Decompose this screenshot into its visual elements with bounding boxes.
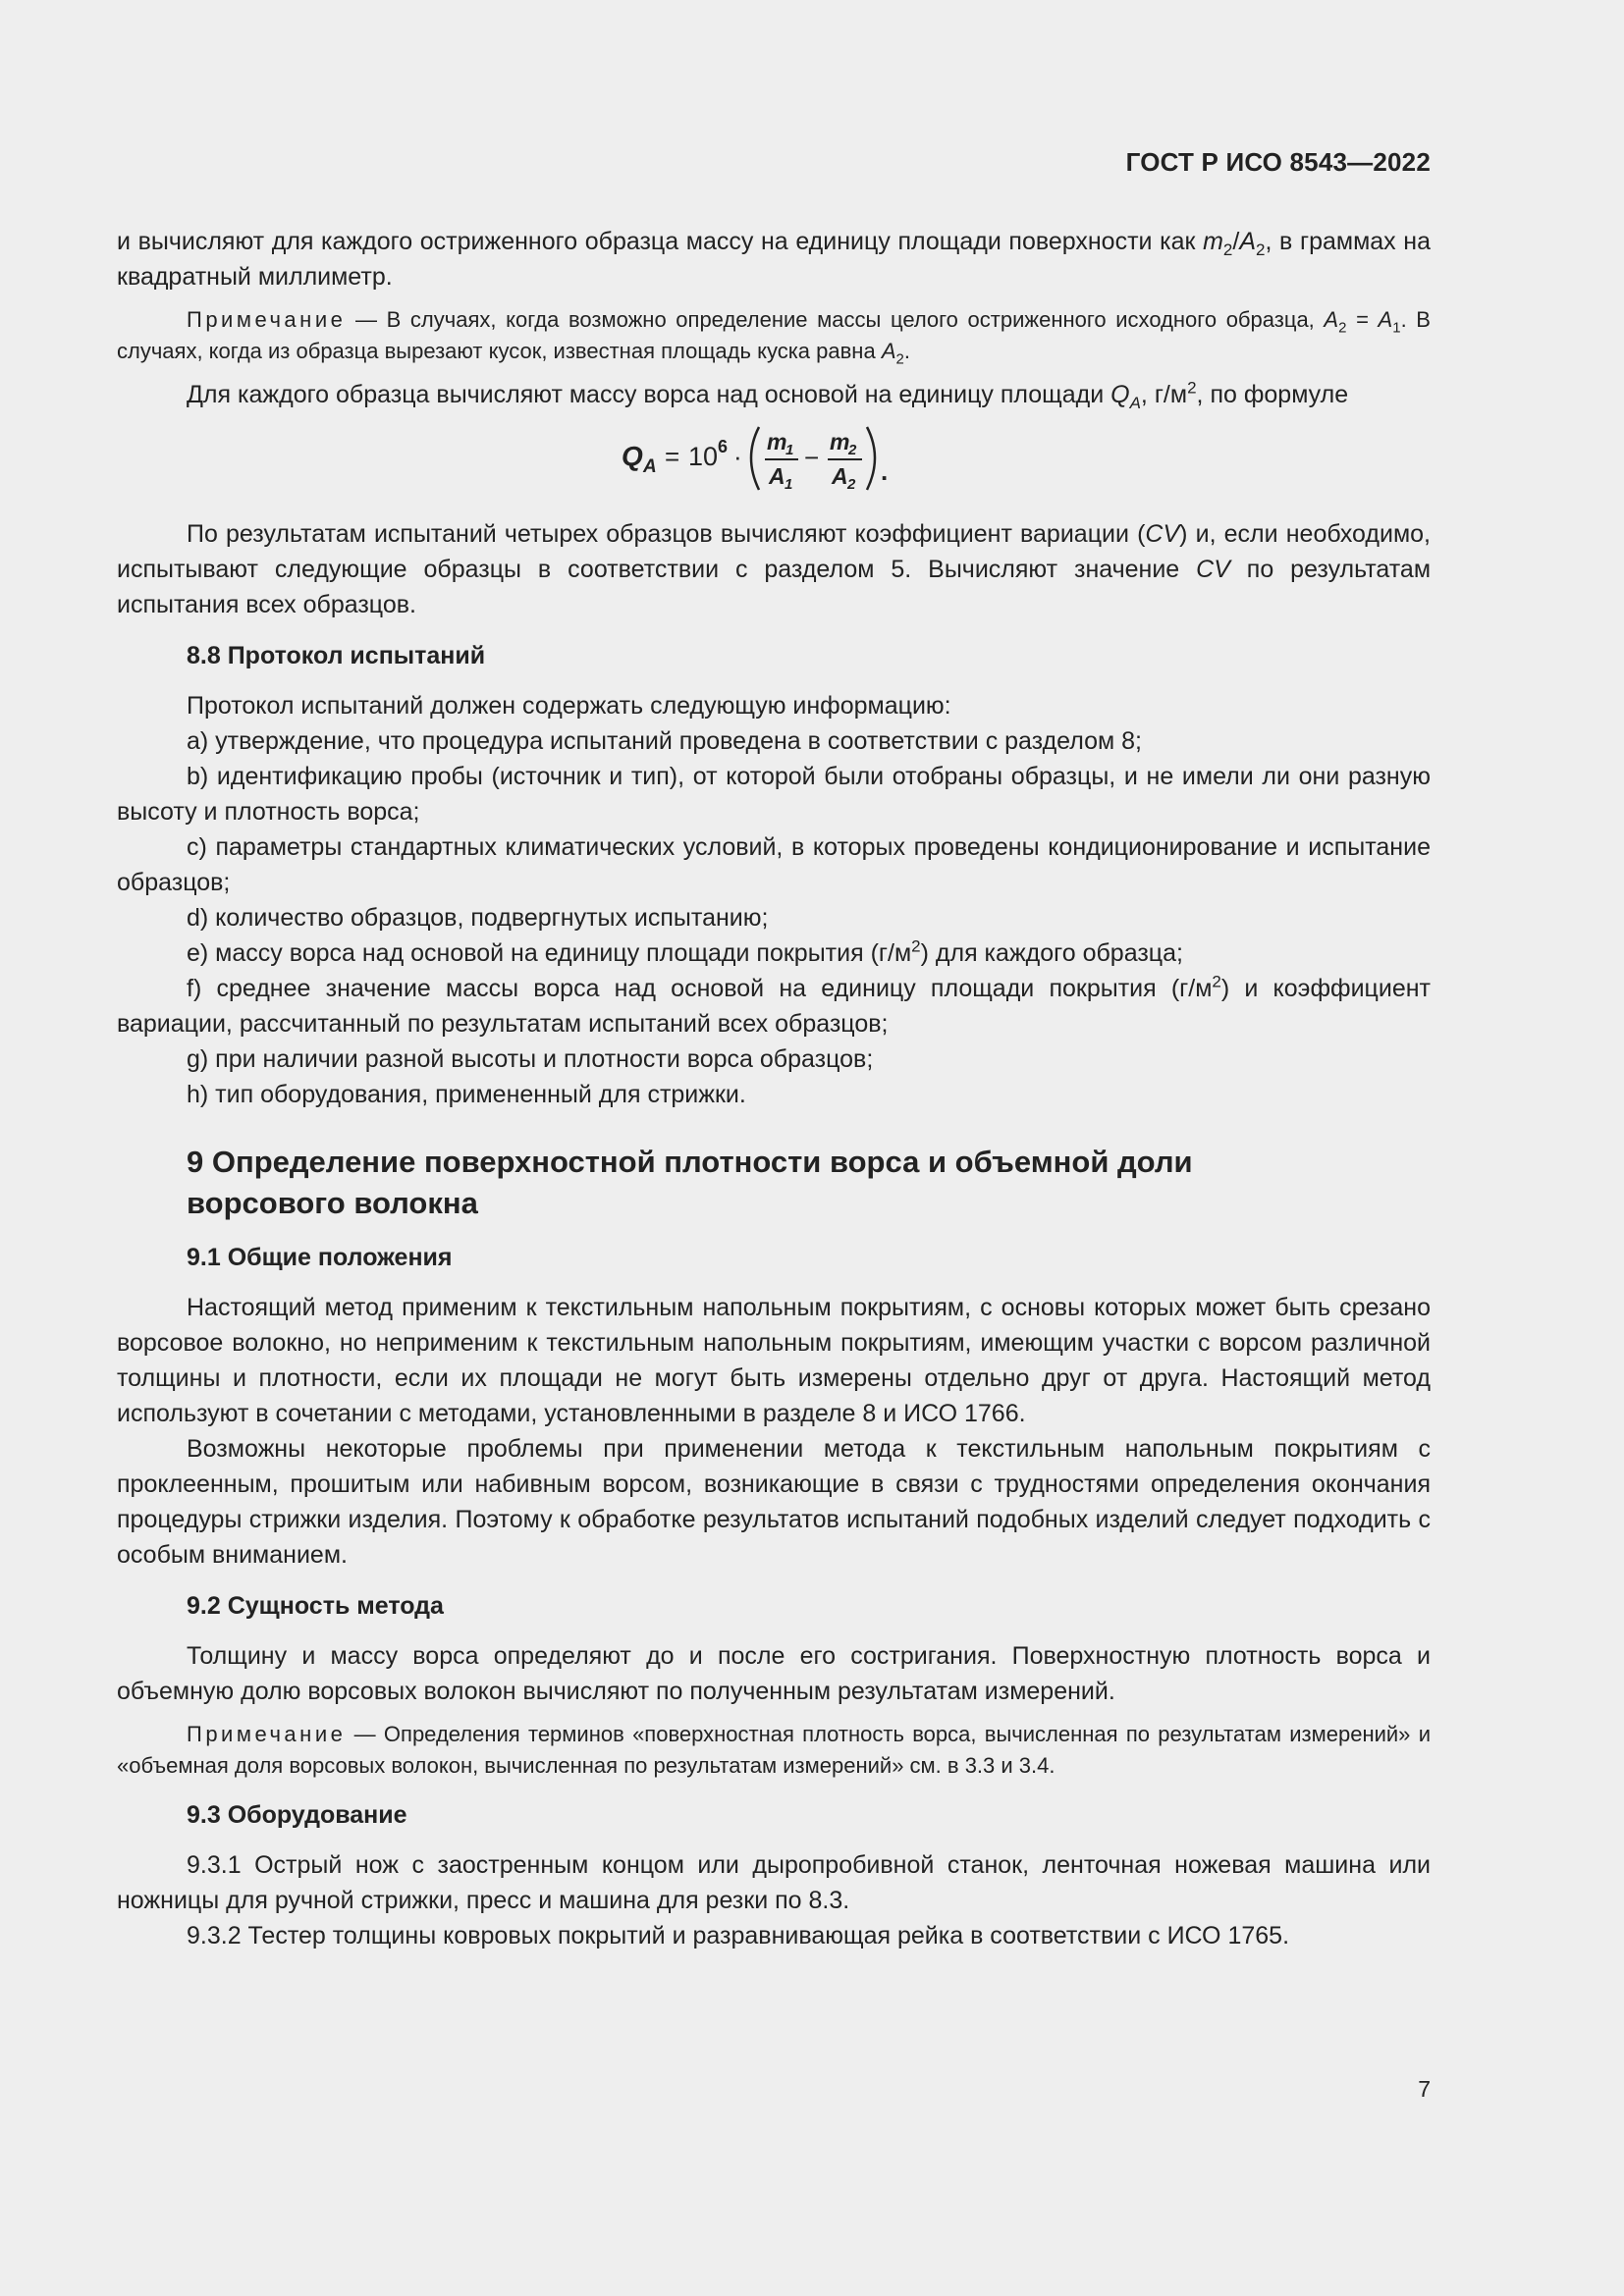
svg-text:2: 2 — [847, 476, 856, 493]
document-header: ГОСТ Р ИСО 8543—2022 — [1125, 147, 1431, 177]
list-item-g: g) при наличии разной высоты и плотности ворса образцов; — [187, 1045, 874, 1073]
note-9-2: Примечание — Определения терминов «поверхностная плотность ворса, вычисленная по результатам измерений» и «объемная доля ворсовых волокон, вычисленная по результатам измерений» см. в 3.3 и 3.4. — [117, 1722, 1431, 1778]
svg-text:.: . — [881, 456, 889, 486]
svg-text:m: m — [767, 429, 787, 454]
svg-text:6: 6 — [718, 437, 729, 456]
paragraph-9-1-b: Возможны некоторые проблемы при применении метода к текстильным напольным покрытиям с проклеенным, прошитым или набивным ворсом, возникающие в связи с трудностями определения окончания процедуры стрижки изделия. Поэтому к обработке результатов испытаний подобных изделий следует подходить с особым вниманием. — [117, 1435, 1431, 1569]
heading-section-9: 9 Определение поверхностной плотности ворса и объемной доли ворсового волокна — [187, 1145, 1193, 1220]
svg-text:1: 1 — [785, 442, 794, 458]
paragraph-9-3-1: 9.3.1 Острый нож с заостренным концом или дыропробивной станок, ленточная ножевая машина или ножницы для ручной стрижки, пресс и машина для резки по 8.3. — [117, 1851, 1431, 1914]
list-item-b: b) идентификацию пробы (источник и тип), от которой были отобраны образцы, и не имели ли они разную высоту и плотность ворса; — [117, 763, 1431, 826]
paragraph-9-1-a: Настоящий метод применим к текстильным напольным покрытиям, с основы которых может быть срезано ворсовое волокно, но неприменим к текстильным напольным покрытиям, имеющим участки с ворсом различной толщины и плотности, если их площади не могут быть измерены отдельно друг от друга. Настоящий метод используют в сочетании с методами, установленными в разделе 8 и ИСО 1766. — [117, 1294, 1431, 1427]
list-item-c: c) параметры стандартных климатических условий, в которых проведены кондиционирование и испытание образцов; — [117, 833, 1431, 896]
paragraph-variation: По результатам испытаний четырех образцов вычисляют коэффициент вариации (CV) и, если необходимо, испытывают следующие образцы в соответствии с разделом 5. Вычисляют значение CV по результатам испытания всех образцов. — [117, 520, 1432, 618]
svg-text:=: = — [665, 442, 680, 471]
formula-graphic — [622, 415, 926, 500]
svg-text:Q: Q — [622, 441, 643, 471]
heading-9-3: 9.3 Оборудование — [187, 1801, 407, 1829]
paragraph-mass-per-area: и вычисляют для каждого остриженного образца массу на единицу площади поверхности как $m_2/A_2$, в граммах на квадратный миллиметр. — [117, 228, 1431, 291]
list-item-d: d) количество образцов, подвергнутых испытанию; — [187, 904, 769, 932]
heading-9-1: 9.1 Общие положения — [187, 1244, 453, 1271]
svg-text:m: m — [830, 429, 850, 454]
list-item-f: f) среднее значение массы ворса над основой на единицу площади покрытия $(г/м^2)$ и коэффициент вариации, рассчитанный по результатам испытаний всех образцов; — [117, 972, 1431, 1038]
list-item-a: a) утверждение, что процедура испытаний проведена в соответствии с разделом 8; — [187, 727, 1142, 755]
svg-text:2: 2 — [848, 442, 857, 458]
document-page — [117, 0, 1431, 2296]
svg-text:·: · — [733, 442, 742, 471]
paragraph-9-2: Толщину и массу ворса определяют до и после его состригания. Поверхностную плотность ворса и объемную долю ворсовых волокон вычисляют по полученным результатам измерений. — [117, 1642, 1431, 1705]
paragraph-formula-intro: Для каждого образца вычисляют массу ворса над основой на единицу площади $Q_A$, $г/м^2$, по формуле — [187, 378, 1349, 412]
svg-text:A: A — [769, 463, 785, 489]
paragraph-9-3-2: 9.3.2 Тестер толщины ковровых покрытий и разравнивающая рейка в соответствии с ИСО 1765. — [187, 1922, 1290, 1949]
list-item-e: e) массу ворса над основой на единицу площади покрытия $(г/м^2)$ для каждого образца; — [187, 936, 1183, 967]
svg-text:10: 10 — [688, 442, 719, 471]
heading-8-8: 8.8 Протокол испытаний — [187, 642, 486, 669]
heading-9-2: 9.2 Сущность метода — [187, 1592, 444, 1620]
page-content — [117, 224, 1431, 1953]
svg-text:1: 1 — [785, 476, 793, 493]
svg-text:A: A — [832, 463, 848, 489]
formula-qa — [117, 412, 1431, 503]
svg-text:A: A — [643, 456, 657, 477]
list-item-h: h) тип оборудования, примененный для стрижки. — [187, 1081, 746, 1108]
svg-text:−: − — [804, 443, 820, 472]
page-number: 7 — [1418, 2076, 1431, 2102]
note-area: Примечание — В случаях, когда возможно определение массы целого остриженного исходного образца, $A_2 = A_1$. В случаях, когда из образца вырезают кусок, известная площадь куска равна $A_2$. — [117, 307, 1431, 368]
paragraph-protocol-intro: Протокол испытаний должен содержать следующую информацию: — [187, 692, 951, 720]
